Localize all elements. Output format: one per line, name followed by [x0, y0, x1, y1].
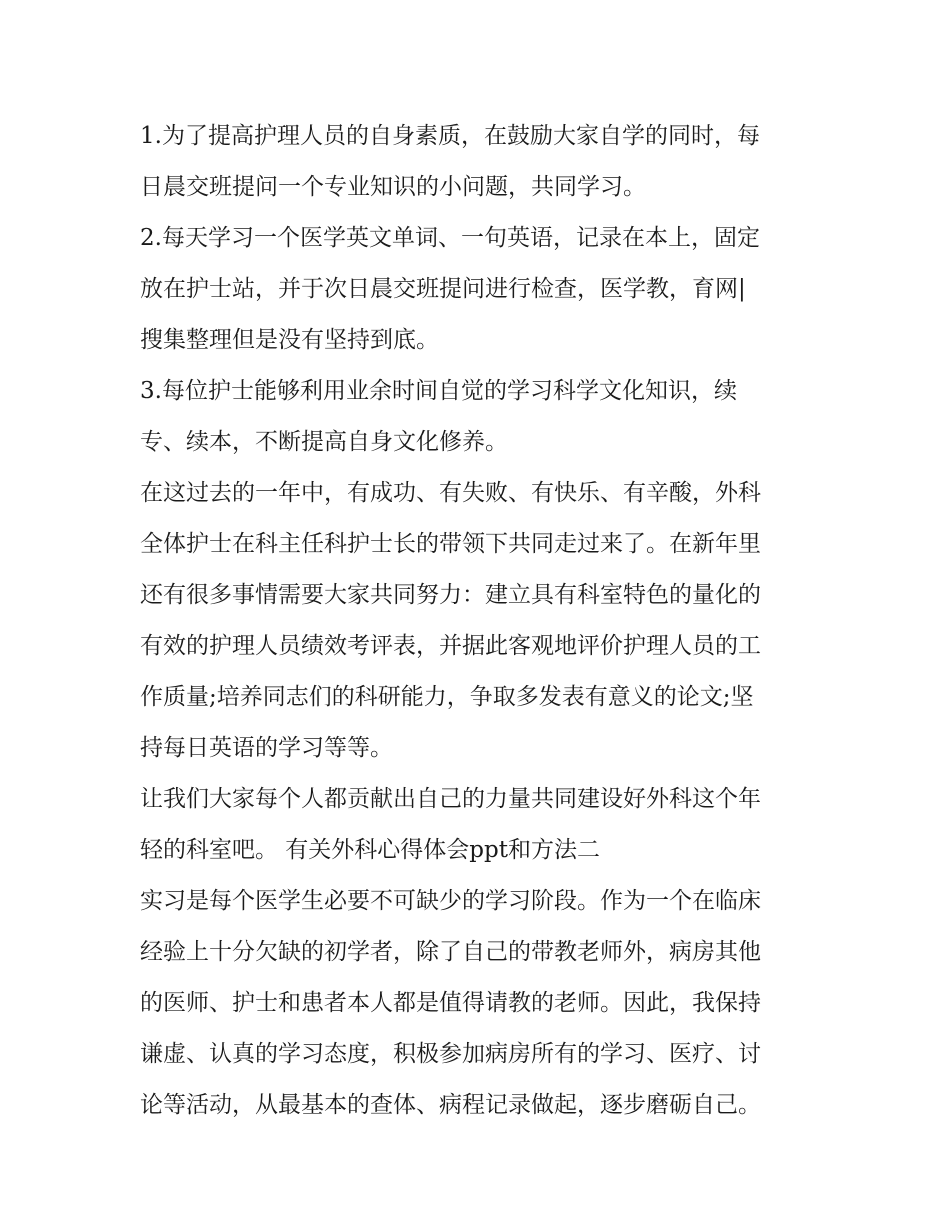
text-line-12: 作质量;培养同志们的科研能力，争取多发表有意义的论文;坚 — [140, 684, 754, 710]
text-line-13: 持每日英语的学习等等。 — [140, 735, 393, 761]
text-line-10: 还有很多事情需要大家共同努力：建立具有科室特色的量化的 — [140, 582, 761, 608]
text-line-19: 谦虚、认真的学习态度，积极参加病房所有的学习、医疗、讨 — [140, 1041, 761, 1067]
text-line-11: 有效的护理人员绩效考评表，并据此客观地评价护理人员的工 — [140, 633, 761, 659]
text-line-9: 全体护士在科主任科护士长的带领下共同走过来了。在新年里 — [140, 531, 761, 557]
text-line-6: 3.每位护士能够利用业余时间自觉的学习科学文化知识，续 — [140, 378, 737, 404]
text-line-14: 让我们大家每个人都贡献出自己的力量共同建设好外科这个年 — [140, 786, 761, 812]
document-body — [140, 111, 820, 1131]
text-line-5: 搜集整理但是没有坚持到底。 — [140, 327, 439, 353]
text-line-18: 的医师、护士和患者本人都是值得请教的老师。因此，我保持 — [140, 990, 761, 1016]
text-line-2: 日晨交班提问一个专业知识的小问题，共同学习。 — [140, 174, 646, 200]
text-line-4: 放在护士站，并于次日晨交班提问进行检查，医学教，育网| — [140, 276, 746, 302]
text-line-3: 2.每天学习一个医学英文单词、一句英语，记录在本上，固定 — [140, 225, 760, 251]
text-line-20: 论等活动，从最基本的查体、病程记录做起，逐步磨砺自己。 — [140, 1092, 761, 1118]
text-line-15: 轻的科室吧。 有关外科心得体会ppt和方法二 — [140, 837, 600, 863]
text-line-8: 在这过去的一年中，有成功、有失败、有快乐、有辛酸，外科 — [140, 480, 761, 506]
text-line-16: 实习是每个医学生必要不可缺少的学习阶段。作为一个在临床 — [140, 888, 761, 914]
text-line-7: 专、续本，不断提高自身文化修养。 — [140, 429, 508, 455]
text-line-1: 1.为了提高护理人员的自身素质，在鼓励大家自学的同时，每 — [140, 123, 760, 149]
text-line-17: 经验上十分欠缺的初学者，除了自己的带教老师外，病房其他 — [140, 939, 761, 965]
